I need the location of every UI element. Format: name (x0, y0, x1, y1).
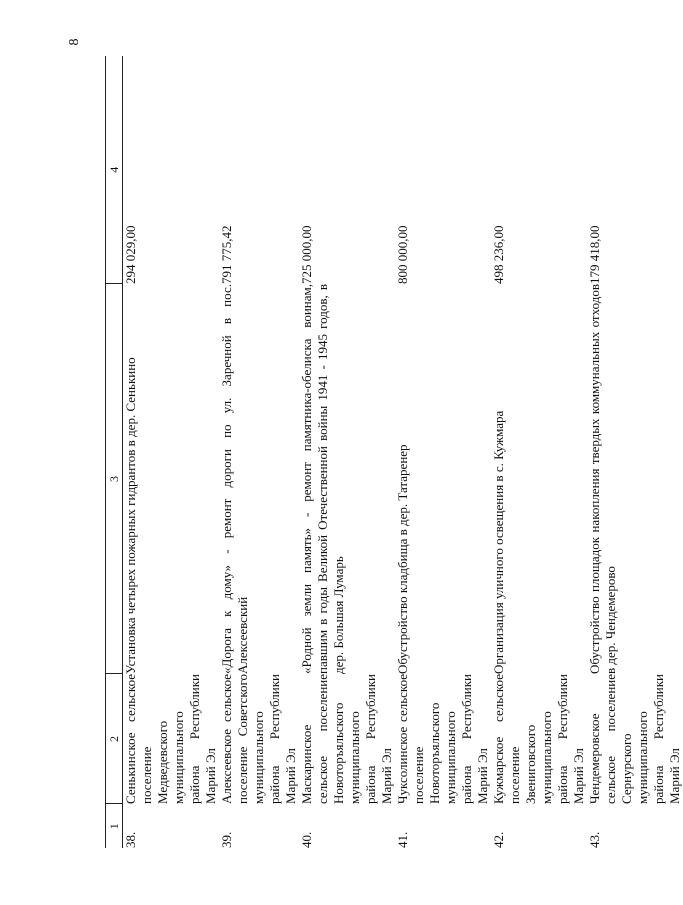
row-number: 41. (395, 831, 410, 848)
row-number: 43. (587, 831, 602, 848)
row-number: 38. (123, 831, 138, 848)
municipality-name: Чуксолинское сельское поселение Новоторъяльского муниципального района Республики Марий Эл (395, 674, 490, 804)
municipality-name: Сенькинское сельское поселение Медведевского муниципального района Республики Марий Эл (123, 674, 218, 804)
amount: 294 029,00 (123, 225, 138, 284)
row-number: 39. (219, 831, 234, 848)
table-row (587, 56, 683, 848)
table-row (219, 56, 299, 848)
project-description: Организация уличного освещения в с. Кужмара (491, 410, 506, 674)
table-row (123, 56, 220, 848)
amount: 725 000,00 (299, 225, 314, 284)
project-description: Установка четырех пожарных гидрантов в дер. Сенькино (123, 357, 138, 674)
project-description: «Родной земли память» - ремонт памятника-обелиска воинам, павшим в годы Великой Отечественной войны 1941 - 1945 годов, в дер. Большая Лумарь (299, 284, 346, 674)
column-header: 2 (106, 674, 123, 804)
table-row (491, 56, 587, 848)
column-header: 1 (106, 804, 123, 848)
table-header-row (106, 56, 123, 848)
municipality-name: Чендемеровское сельское поселение Сернурского муниципального района Республики Марий Эл (587, 674, 682, 804)
page-number: 8 (67, 38, 82, 46)
row-number: 40. (299, 831, 314, 848)
row-number: 42. (491, 831, 506, 848)
column-header: 4 (106, 56, 123, 284)
amount: 791 775,42 (219, 225, 234, 284)
project-description: Обустройство площадок накопления твердых коммунальных отходов в дер. Чендемерово (587, 284, 618, 674)
amount: 498 236,00 (491, 225, 506, 284)
column-header: 3 (106, 284, 123, 674)
amount: 179 418,00 (587, 225, 602, 284)
project-description: Обустройство кладбища в дер. Татаренер (395, 444, 410, 674)
amount: 800 000,00 (395, 225, 410, 284)
municipality-name: Кужмарское сельское поселение Звениговского муниципального района Республики Марий Эл (491, 674, 586, 804)
project-description: «Дорога к дому» - ремонт дороги по ул. Заречной в пос. Алексеевский (219, 284, 250, 674)
data-table (105, 56, 683, 848)
municipality-name: Алексеевское сельское поселение Советского муниципального района Республики Марий Эл (219, 674, 298, 804)
table-row (395, 56, 491, 848)
rotated-table-container (105, 56, 682, 848)
table-row (299, 56, 395, 848)
municipality-name: Маскаринское сельское поселение Новоторъяльского муниципального района Республики Марий Эл (299, 674, 394, 804)
